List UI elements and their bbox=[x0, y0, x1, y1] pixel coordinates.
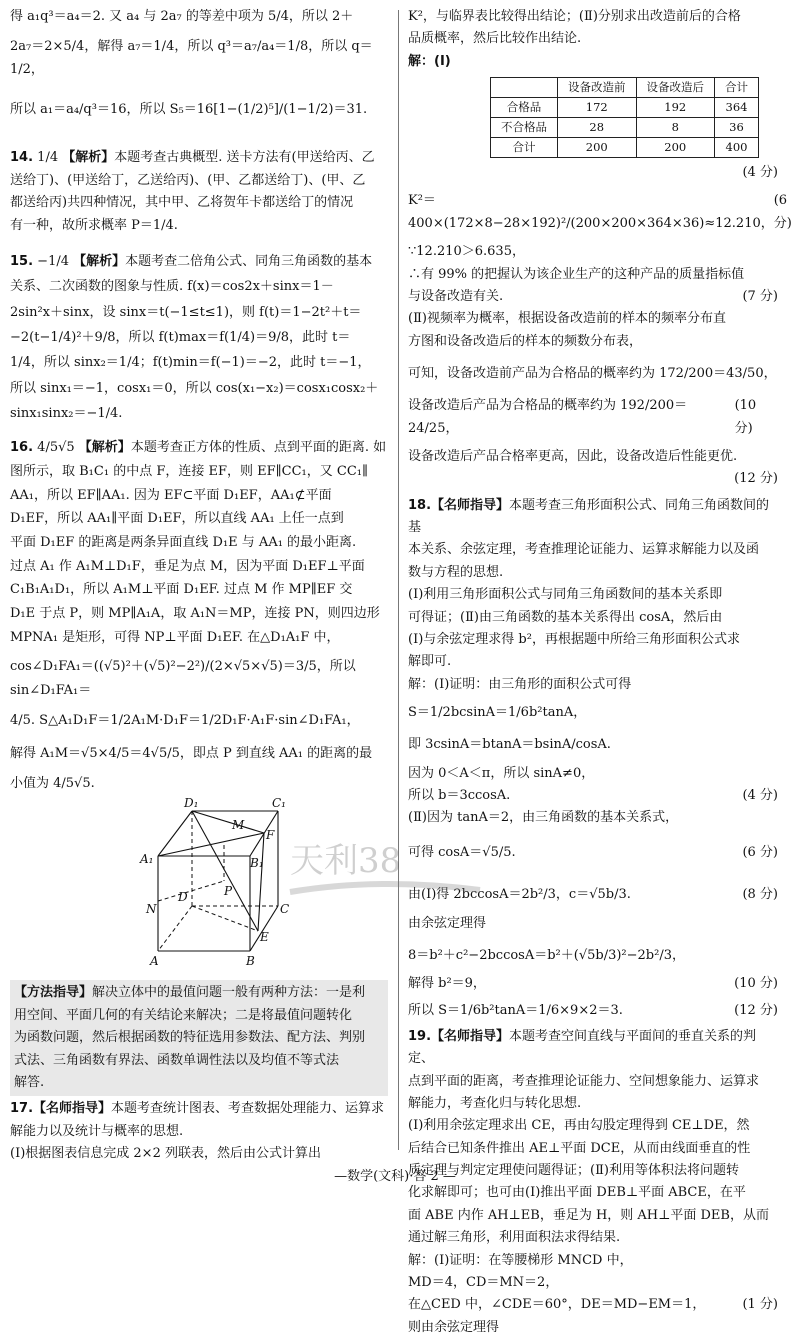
guide-tag: 【名师指导】 bbox=[431, 497, 510, 513]
label-A: A bbox=[150, 954, 159, 969]
text-row bbox=[408, 395, 778, 440]
text-line: 为函数问题，然后根据函数的特征选用参数法、配方法、判别 bbox=[14, 1030, 366, 1046]
question-15 bbox=[10, 249, 388, 426]
text-line: 4/5. S△A₁D₁F＝1/2A₁M·D₁F＝1/2D₁F·A₁F·sin∠D₁FA₁， bbox=[10, 712, 360, 728]
text-line: 式法、三角函数有界法、函数单调性法以及均值不等式法 bbox=[14, 1052, 340, 1068]
text-line: 在△CED 中，∠CDE＝60°，DE＝MD−EM＝1， bbox=[408, 1297, 706, 1313]
text-line: 品质概率，然后比较作出结论. bbox=[408, 31, 582, 47]
question-number: 18. bbox=[408, 497, 432, 513]
question-number: 15. bbox=[10, 253, 34, 269]
formula-row bbox=[408, 190, 792, 235]
score-mark: (6 分) bbox=[773, 193, 792, 231]
table-header: 设备改造前 bbox=[558, 78, 637, 98]
text-line: 则由余弦定理得 bbox=[408, 1319, 500, 1335]
answer: −1/4 bbox=[37, 253, 69, 269]
prev-solution-tail bbox=[10, 6, 388, 121]
label-B: B bbox=[246, 954, 255, 969]
analysis-tag: 【解析】 bbox=[62, 150, 115, 166]
text-line: 本题考查三角形面积公式、同角三角函数间的基 bbox=[408, 497, 770, 536]
text-line: (Ⅰ)根据图表信息完成 2×2 列联表，然后由公式计算出 bbox=[10, 1145, 321, 1161]
text-line: 小值为 4/5√5. bbox=[10, 775, 95, 791]
column-divider bbox=[398, 10, 399, 1150]
table-cell: 合计 bbox=[491, 138, 558, 158]
text-line: (Ⅱ)视频率为概率，根据设备改造前的样本的频率分布直 bbox=[408, 311, 726, 327]
table-row bbox=[491, 98, 759, 118]
label-N: N bbox=[146, 902, 157, 917]
text-line: 可得证；(Ⅱ)由三角函数的基本关系得出 cosA，然后由 bbox=[408, 609, 723, 625]
contingency-table bbox=[490, 77, 759, 158]
text-line: (Ⅰ)与余弦定理求得 b²，再根据题中所给三角形面积公式求 bbox=[408, 631, 740, 647]
answer: 4/5√5 bbox=[37, 440, 75, 456]
text-line: 都送给丙)共四种情况，其中甲、乙将贺年卡都送给丁的情况 bbox=[10, 195, 354, 211]
text-line: (Ⅰ)利用三角形面积公式与同角三角函数间的基本关系即 bbox=[408, 587, 723, 603]
question-18 bbox=[408, 495, 778, 1022]
text-line: 质定理与判定定理使问题得证；(Ⅱ)利用等体积法将问题转 bbox=[408, 1163, 739, 1179]
table-cell: 8 bbox=[636, 118, 715, 138]
answer: 1/4 bbox=[37, 150, 59, 166]
text-line: K²，与临界表比较得出结论；(Ⅱ)分别求出改造前后的合格 bbox=[408, 9, 741, 24]
text-line: (Ⅰ)利用余弦定理求出 CE，再由勾股定理得到 CE⊥DE，然 bbox=[408, 1118, 750, 1134]
text-line: 由余弦定理得 bbox=[408, 915, 487, 931]
guide-tag: 【名师指导】 bbox=[33, 1101, 112, 1117]
text-line: 面 ABE 内作 AH⊥EB，垂足为 H，则 AH⊥平面 DEB，从而 bbox=[408, 1207, 769, 1223]
page-footer: —数学(文科)·答 2 — bbox=[334, 1169, 456, 1184]
right-column bbox=[408, 6, 792, 1339]
text-line: 即 3csinA＝btanA＝bsinA/cosA. bbox=[408, 737, 611, 753]
text-line: S＝1/2bcsinA＝1/6b²tanA， bbox=[408, 704, 587, 720]
score-mark: (8 分) bbox=[742, 887, 778, 903]
label-A1: A₁ bbox=[140, 852, 154, 867]
text-line: 可得 cosA＝√5/5. bbox=[408, 844, 516, 860]
text-line: 本题考查空间直线与平面间的垂直关系的判定、 bbox=[408, 1028, 757, 1067]
text-line: 送给丁)、(甲送给丁，乙送给丙)、(甲、乙都送给丁)、(甲、乙 bbox=[10, 172, 366, 188]
text-line: D₁EF，所以 AA₁∥平面 D₁EF，所以直线 AA₁ 上任一点到 bbox=[10, 511, 344, 527]
text-line: 解得 b²＝9， bbox=[408, 976, 486, 992]
text-line: 通过解三角形，利用面积法求得结果. bbox=[408, 1230, 621, 1246]
left-column bbox=[10, 6, 388, 1165]
table-cell: 400 bbox=[715, 138, 759, 158]
text-line: 可知，设备改造前产品为合格品的概率约为 172/200＝43/50， bbox=[408, 365, 777, 381]
question-16 bbox=[10, 436, 388, 795]
table-cell: 172 bbox=[558, 98, 637, 118]
text-line: ∵12.210＞6.635， bbox=[408, 244, 525, 260]
label-E: E bbox=[260, 930, 269, 945]
score-mark: (4 分) bbox=[742, 788, 778, 804]
method-tag: 【方法指导】 bbox=[14, 985, 93, 1001]
label-M: M bbox=[232, 818, 245, 833]
text-line: 设备改造后产品为合格品的概率约为 192/200＝24/25， bbox=[408, 398, 688, 436]
text-line: K²＝400×(172×8−28×192)²/(200×200×364×36)≈12.210， bbox=[408, 193, 774, 231]
label-P: P bbox=[224, 884, 233, 899]
text-line: 所以 S＝1/6b²tanA＝1/6×9×2＝3. bbox=[408, 1002, 623, 1018]
text-line: ∴有 99% 的把握认为该企业生产的这种产品的质量指标值 bbox=[408, 266, 745, 282]
score-mark: (6 分) bbox=[742, 844, 778, 860]
text-line: 解能力，考查化归与转化思想. bbox=[408, 1096, 582, 1112]
text-line: 解决立体中的最值问题一般有两种方法：一是利 bbox=[92, 985, 366, 1001]
score-mark: (12 分) bbox=[734, 1002, 778, 1018]
table-cell: 200 bbox=[558, 138, 637, 158]
text-line: 所以 b＝3ccosA. bbox=[408, 788, 511, 804]
text-line: 由(Ⅰ)得 2bccosA＝2b²/3，c＝√5b/3. bbox=[408, 887, 631, 903]
text-line: 得 a₁q³＝a₄＝2. 又 a₄ 与 2a₇ 的等差中项为 5/4，所以 2＋ bbox=[10, 9, 354, 24]
table-cell: 200 bbox=[636, 138, 715, 158]
text-line: C₁B₁A₁D₁，所以 A₁M⊥平面 D₁EF. 过点 M 作 MP∥EF 交 bbox=[10, 582, 353, 598]
text-line: D₁E 于点 P，则 MP∥A₁A，取 A₁N＝MP，连接 PN，则四边形 bbox=[10, 605, 380, 621]
label-C: C bbox=[280, 902, 290, 917]
question-14 bbox=[10, 147, 388, 236]
solution-label: 解：(Ⅰ) bbox=[408, 53, 451, 69]
watermark-text: 天利38 bbox=[290, 841, 402, 881]
table-header: 合计 bbox=[715, 78, 759, 98]
text-line: −2(t−1/4)²＋9/8，所以 f(t)max＝f(1/4)＝9/8，此时 t＝ bbox=[10, 329, 351, 345]
text-line: 数与方程的思想. bbox=[408, 564, 504, 580]
text-line: 关系、二次函数的图象与性质. f(x)＝cos2x＋sinx＝1－ bbox=[10, 279, 334, 295]
text-line: 方图和设备改造后的样本的频数分布表， bbox=[408, 333, 643, 349]
text-line: cos∠D₁FA₁＝((√5)²＋(√5)²−2²)/(2×√5×√5)＝3/5，所以 sin∠D₁FA₁＝ bbox=[10, 659, 356, 698]
text-line: 解答. bbox=[14, 1074, 45, 1090]
analysis-tag: 【解析】 bbox=[78, 440, 131, 456]
guide-tag: 【名师指导】 bbox=[431, 1028, 510, 1044]
label-C1: C₁ bbox=[272, 796, 286, 811]
table-cell: 192 bbox=[636, 98, 715, 118]
text-line: 有一种，故所求概率 P＝1/4. bbox=[10, 217, 178, 233]
text-row bbox=[408, 1000, 778, 1022]
text-line: 图所示，取 B₁C₁ 的中点 F，连接 EF，则 EF∥CC₁，又 CC₁∥ bbox=[10, 463, 368, 479]
text-line: 所以 sinx₁＝−1，cosx₁＝0，所以 cos(x₁−x₂)＝cosx₁cosx₂＋ bbox=[10, 380, 379, 396]
table-cell: 28 bbox=[558, 118, 637, 138]
table-cell: 36 bbox=[715, 118, 759, 138]
text-line: 本题考查古典概型. 送卡方法有(甲送给丙、乙 bbox=[114, 150, 375, 166]
score-mark: (10 分) bbox=[734, 398, 757, 436]
text-line: 过点 A₁ 作 A₁M⊥D₁F，垂足为点 M，因为平面 D₁EF⊥平面 bbox=[10, 558, 365, 574]
text-row bbox=[408, 286, 778, 308]
table-cell: 合格品 bbox=[491, 98, 558, 118]
text-line: AA₁，所以 EF∥AA₁. 因为 EF⊂平面 D₁EF，AA₁⊄平面 bbox=[10, 487, 332, 503]
text-line: 解即可. bbox=[408, 654, 452, 670]
label-F: F bbox=[266, 828, 275, 843]
score-mark: (12 分) bbox=[734, 471, 778, 487]
text-line: 2sin²x＋sinx，设 sinx＝t(−1≤t≤1)，则 f(t)＝1−2t²＋t＝ bbox=[10, 304, 362, 320]
text-line: 解：(Ⅰ)证明：由三角形的面积公式可得 bbox=[408, 676, 632, 692]
text-line: 设备改造后产品合格率更高，因此，设备改造后性能更优. bbox=[408, 449, 738, 465]
text-line: 与设备改造有关. bbox=[408, 288, 504, 304]
text-line: 8＝b²＋c²−2bccosA＝b²＋(√5b/3)²−2b²/3， bbox=[408, 947, 685, 963]
table-cell: 不合格品 bbox=[491, 118, 558, 138]
text-line: 2a₇＝2×5/4，解得 a₇＝1/4，所以 q³＝a₇/a₄＝1/8，所以 q＝1/2， bbox=[10, 39, 373, 77]
text-line: sinx₁sinx₂＝−1/4. bbox=[10, 405, 123, 421]
text-line: 用空间、平面几何的有关结论来解决；二是将最值问题转化 bbox=[14, 1007, 353, 1023]
text-line: MD＝4，CD＝MN＝2， bbox=[408, 1274, 559, 1290]
score-mark: (7 分) bbox=[742, 288, 778, 304]
text-line: 本关系、余弦定理，考查推理论证能力、运算求解能力以及函 bbox=[408, 542, 760, 558]
table-header bbox=[491, 78, 558, 98]
text-line: 解：(Ⅰ)证明：在等腰梯形 MNCD 中， bbox=[408, 1252, 633, 1268]
label-D: D bbox=[178, 890, 188, 905]
score-mark: (10 分) bbox=[734, 976, 778, 992]
score-mark: (4 分) bbox=[742, 165, 778, 181]
text-row bbox=[408, 973, 778, 995]
table-row bbox=[491, 138, 759, 158]
text-line: 本题考查二倍角公式、同角三角函数的基本 bbox=[125, 253, 373, 269]
text-line: 化求解即可；也可由(Ⅰ)推出平面 DEB⊥平面 ABCE，在平 bbox=[408, 1185, 746, 1201]
question-number: 17. bbox=[10, 1101, 34, 1117]
text-line: 因为 0＜A＜π，所以 sinA≠0， bbox=[408, 765, 595, 781]
text-line: 后结合已知条件推出 AE⊥平面 DCE，从而由线面垂直的性 bbox=[408, 1140, 751, 1156]
question-number: 16. bbox=[10, 440, 34, 456]
question-17 bbox=[10, 1098, 388, 1165]
score-mark: (1 分) bbox=[742, 1297, 778, 1313]
text-line: 解能力以及统计与概率的思想. bbox=[10, 1123, 184, 1139]
text-row bbox=[408, 785, 778, 807]
table-cell: 364 bbox=[715, 98, 759, 118]
text-line: 解得 A₁M＝√5×4/5＝4√5/5，即点 P 到直线 AA₁ 的距离的最 bbox=[10, 746, 373, 762]
text-line: 平面 D₁EF 的距离是两条异面直线 D₁E 与 AA₁ 的最小距离. bbox=[10, 534, 357, 550]
text-row bbox=[408, 1294, 778, 1316]
text-line: 点到平面的距离，考查推理论证能力、空间想象能力、运算求 bbox=[408, 1073, 760, 1089]
table-header-row bbox=[491, 78, 759, 98]
method-box bbox=[10, 980, 388, 1096]
label-B1: B₁ bbox=[250, 856, 264, 871]
watermark-logo bbox=[280, 832, 490, 942]
text-line: 所以 a₁＝a₄/q³＝16，所以 S₅＝16[1−(1/2)⁵]/(1−1/2)＝31. bbox=[10, 102, 368, 118]
text-line: (Ⅱ)因为 tanA＝2，由三角函数的基本关系式， bbox=[408, 810, 679, 826]
question-number: 14. bbox=[10, 150, 34, 166]
table-header: 设备改造后 bbox=[636, 78, 715, 98]
table-row bbox=[491, 118, 759, 138]
text-line: 1/4，所以 sinx₂＝1/4；f(t)min＝f(−1)＝−2，此时 t＝−1， bbox=[10, 355, 371, 371]
text-line: 本题考查正方体的性质、点到平面的距离. 如 bbox=[130, 440, 387, 456]
analysis-tag: 【解析】 bbox=[73, 253, 126, 269]
label-D1: D₁ bbox=[184, 796, 199, 811]
text-line: MPNA₁ 是矩形，可得 NP⊥平面 D₁EF. 在△D₁A₁F 中， bbox=[10, 629, 340, 645]
text-line: 本题考查统计图表、考查数据处理能力、运算求 bbox=[111, 1101, 385, 1117]
question-number: 19. bbox=[408, 1028, 432, 1044]
